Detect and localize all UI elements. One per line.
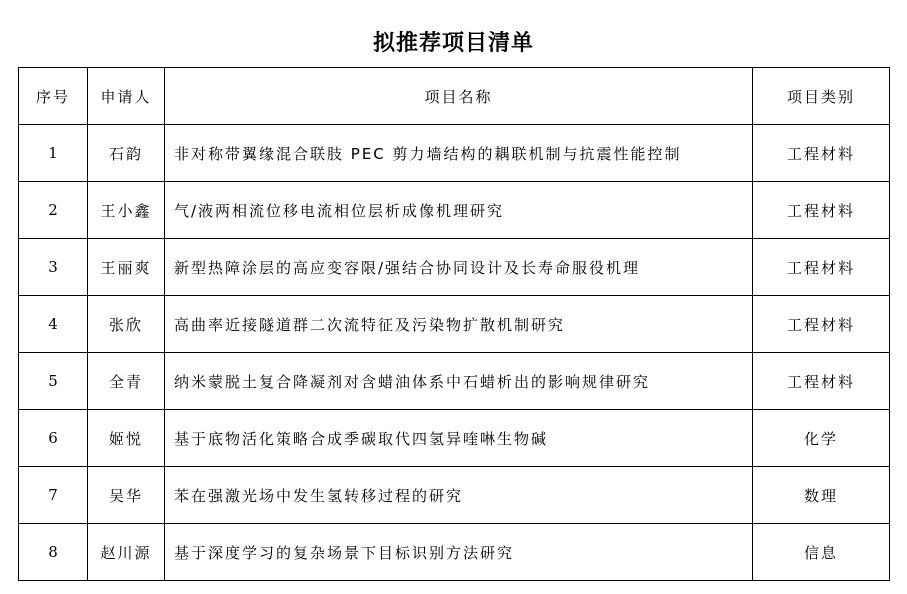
cell-category: 化学	[753, 410, 890, 467]
header-category: 项目类别	[753, 68, 890, 125]
cell-no: 6	[19, 410, 88, 467]
cell-applicant: 王小鑫	[88, 182, 165, 239]
cell-no: 3	[19, 239, 88, 296]
cell-category: 工程材料	[753, 239, 890, 296]
table-row	[19, 182, 890, 239]
cell-no: 4	[19, 296, 88, 353]
cell-applicant: 张欣	[88, 296, 165, 353]
cell-applicant: 全青	[88, 353, 165, 410]
cell-no: 5	[19, 353, 88, 410]
table-row	[19, 125, 890, 182]
cell-no: 8	[19, 524, 88, 581]
cell-no: 1	[19, 125, 88, 182]
table-row	[19, 239, 890, 296]
table-row	[19, 353, 890, 410]
cell-project-name: 苯在强激光场中发生氢转移过程的研究	[165, 467, 753, 524]
cell-applicant: 石韵	[88, 125, 165, 182]
cell-category: 工程材料	[753, 125, 890, 182]
table-row	[19, 524, 890, 581]
header-project-name: 项目名称	[165, 68, 753, 125]
header-applicant: 申请人	[88, 68, 165, 125]
table-row	[19, 467, 890, 524]
cell-no: 2	[19, 182, 88, 239]
cell-project-name: 基于深度学习的复杂场景下目标识别方法研究	[165, 524, 753, 581]
cell-category: 工程材料	[753, 353, 890, 410]
cell-project-name: 基于底物活化策略合成季碳取代四氢异喹啉生物碱	[165, 410, 753, 467]
cell-project-name: 高曲率近接隧道群二次流特征及污染物扩散机制研究	[165, 296, 753, 353]
cell-project-name: 新型热障涂层的高应变容限/强结合协同设计及长寿命服役机理	[165, 239, 753, 296]
cell-no: 7	[19, 467, 88, 524]
cell-category: 信息	[753, 524, 890, 581]
table-row	[19, 296, 890, 353]
cell-applicant: 赵川源	[88, 524, 165, 581]
cell-project-name: 非对称带翼缘混合联肢 PEC 剪力墙结构的耦联机制与抗震性能控制	[165, 125, 753, 182]
document-title: 拟推荐项目清单	[372, 30, 534, 56]
cell-project-name: 气/液两相流位移电流相位层析成像机理研究	[165, 182, 753, 239]
cell-project-name: 纳米蒙脱土复合降凝剂对含蜡油体系中石蜡析出的影响规律研究	[165, 353, 753, 410]
cell-applicant: 吴华	[88, 467, 165, 524]
cell-category: 数理	[753, 467, 890, 524]
header-no: 序号	[19, 68, 88, 125]
table-header-row	[19, 68, 890, 125]
cell-category: 工程材料	[753, 296, 890, 353]
cell-applicant: 姬悦	[88, 410, 165, 467]
cell-applicant: 王丽爽	[88, 239, 165, 296]
project-table	[18, 67, 890, 581]
cell-category: 工程材料	[753, 182, 890, 239]
table-row	[19, 410, 890, 467]
